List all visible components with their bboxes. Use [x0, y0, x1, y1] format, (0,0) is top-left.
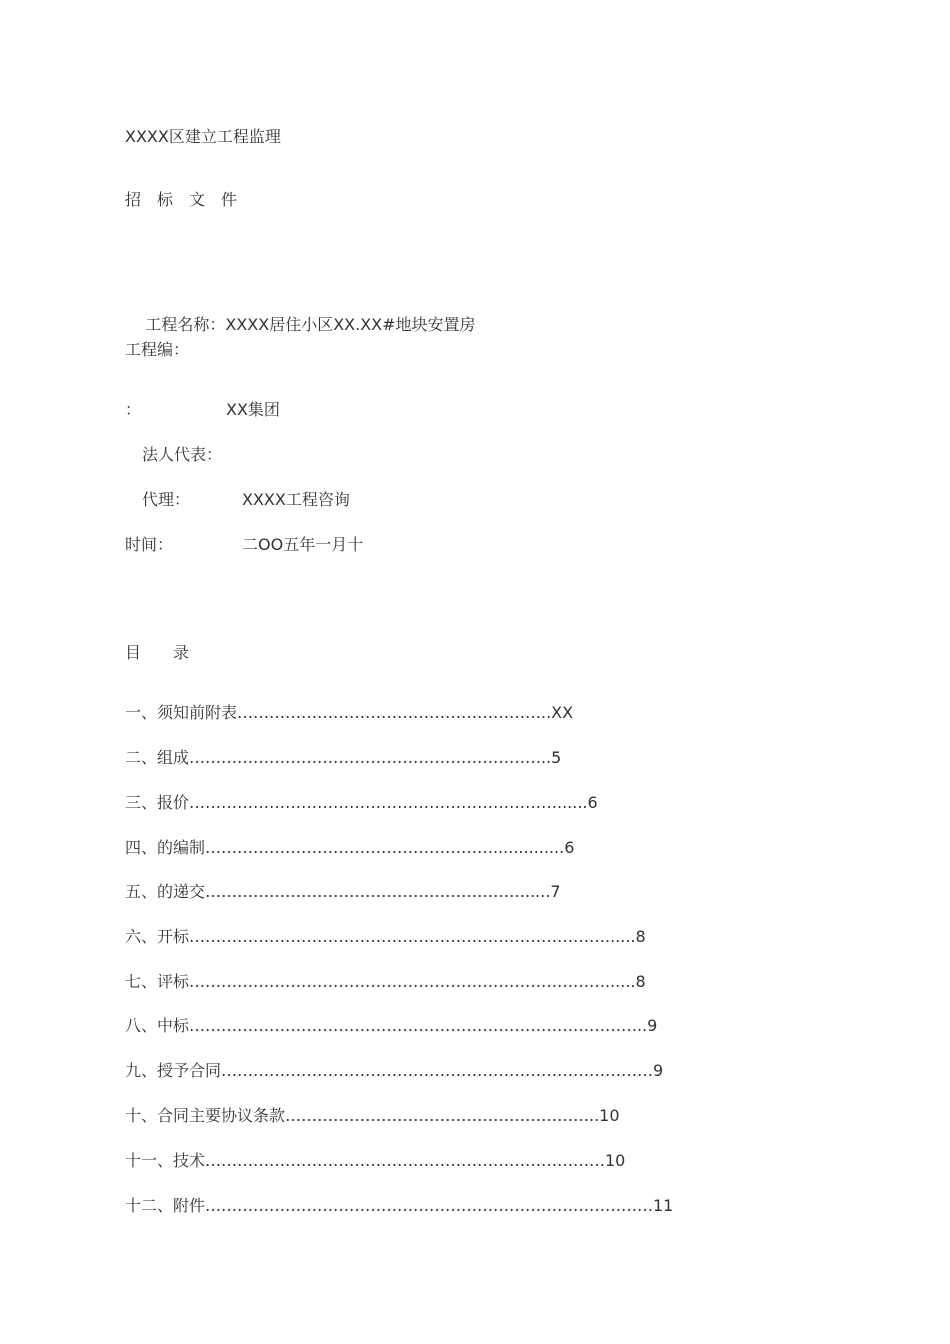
toc-item: 八、中标…………………………………………………………………………..9 [125, 1016, 658, 1035]
toc-item: 十二、附件…………………………………………………………………………11 [125, 1196, 674, 1215]
project-name-row [125, 295, 476, 334]
toc-item: 十一、技术…………………………………………………………………10 [125, 1151, 626, 1170]
time-value: 二OO五年一月十 [242, 535, 364, 554]
document-title: 招 标 文 件 [125, 190, 238, 209]
toc-item: 一、须知前附表…………………………………………………..XX [125, 703, 574, 722]
agent-label: 代理： [142, 490, 191, 509]
toc-title: 目 录 [125, 643, 190, 662]
toc-item: 三、报价……………………………………………………………......6 [125, 793, 598, 812]
toc-item: 六、开标……………………………………………………………………......8 [125, 927, 646, 946]
project-code-label: 工程编： [125, 340, 190, 359]
project-name-label: 工程名称： [145, 315, 226, 334]
org-title: XXXX区建立工程监理 [125, 127, 281, 146]
legal-rep-label: 法人代表： [142, 445, 223, 464]
toc-item: 五、的递交…………………………………………………….....7 [125, 882, 561, 901]
toc-item: 二、组成…………………………………………………………..5 [125, 748, 562, 767]
agent-value: XXXX工程咨询 [242, 490, 350, 509]
tenderer-label: ： [125, 400, 142, 419]
toc-item: 四、的编制………………………………………………..............6 [125, 838, 575, 857]
project-name-value: XXXX居住小区XX.XX#地块安置房 [225, 315, 476, 334]
time-label: 时间： [125, 535, 174, 554]
toc-item: 九、授予合同………………………………………………………………………9 [125, 1061, 664, 1080]
toc-item: 十、合同主要协议条款…………………………………………………..10 [125, 1106, 620, 1125]
toc-item: 七、评标……………………………………………………………………......8 [125, 972, 646, 991]
tenderer-value: XX集团 [226, 400, 280, 419]
